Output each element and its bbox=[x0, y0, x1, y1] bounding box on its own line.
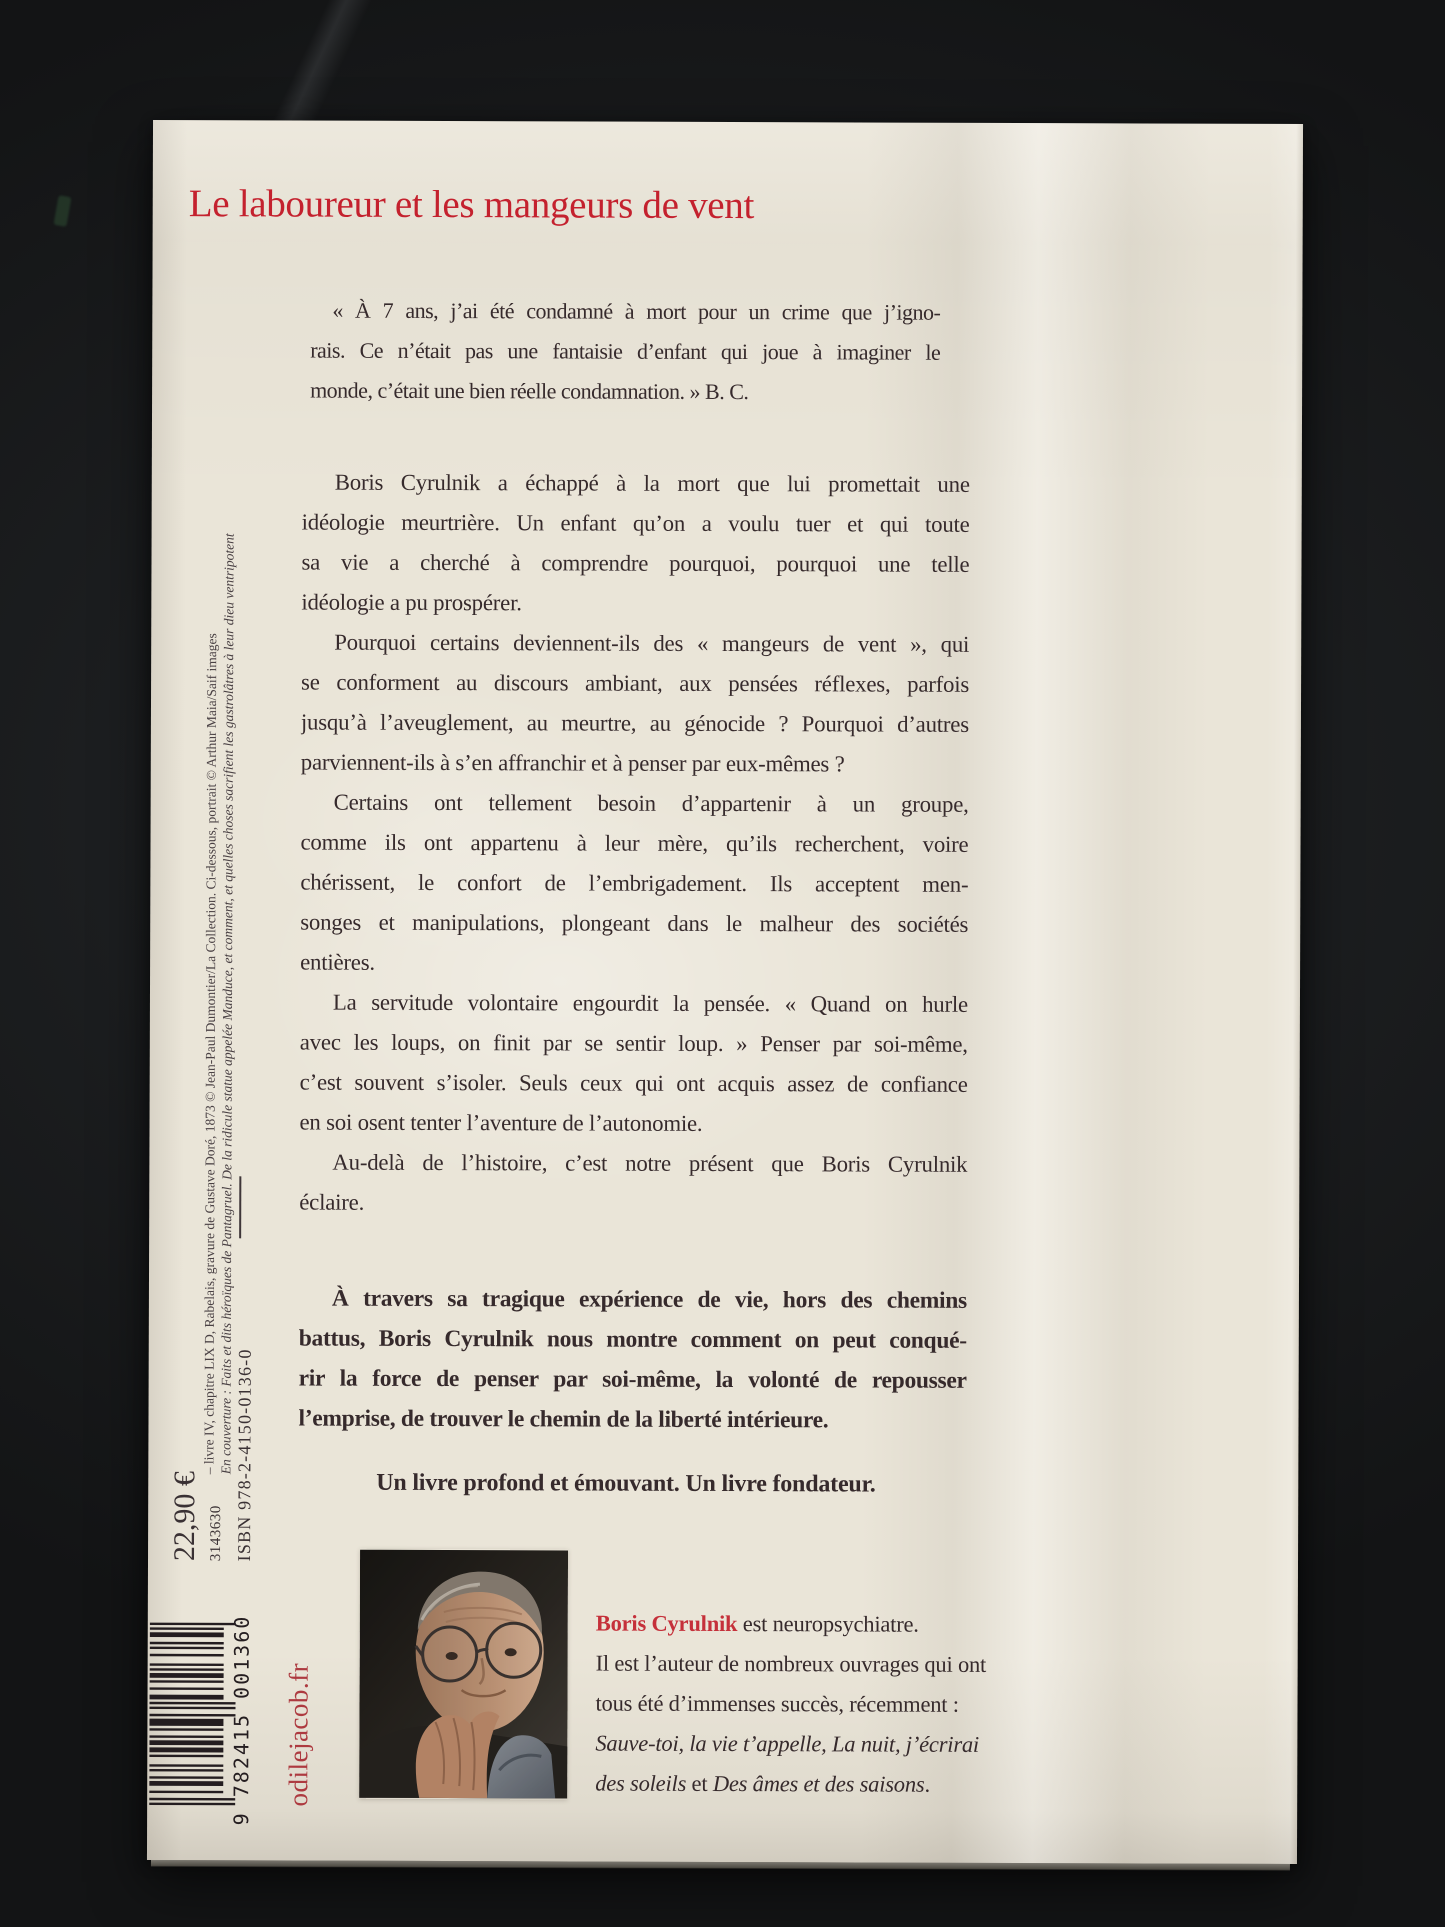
book-back-cover bbox=[147, 120, 1303, 1864]
author-bio bbox=[595, 1604, 1078, 1806]
product-code: 3143630 bbox=[208, 1505, 225, 1562]
text-line: songes et manipulations, plongeant dans le malheur des sociétés bbox=[300, 909, 969, 937]
publisher-website-vertical-text: odilejacob.fr bbox=[283, 1662, 314, 1807]
credit-line: En couverture : Faits et dits héroïques de Pantagruel. De la ridicule statue appelée Manduce, et comment, et quelles choses sacrifient les gastrolâtres à leur dieu ventripotent bbox=[218, 533, 237, 1475]
background-green-mark bbox=[53, 195, 71, 227]
highlight-paragraph bbox=[298, 1279, 967, 1441]
text-line: en soi osent tenter l’aventure de l’autonomie. bbox=[299, 1109, 703, 1136]
price-block-vertical-text bbox=[166, 1348, 260, 1561]
text-line: idéologie meurtrière. Un enfant qu’on a voulu tuer et qui toute bbox=[301, 509, 970, 537]
opening-quote bbox=[310, 291, 940, 413]
text-line: sa vie a cherché à comprendre pourquoi, pourquoi une telle bbox=[301, 549, 970, 577]
text-line: rir la force de penser par soi-même, la volonté de repousser bbox=[298, 1365, 967, 1394]
cover-credits-vertical-text bbox=[200, 533, 237, 1474]
paragraph bbox=[299, 1143, 967, 1225]
text-line: l’emprise, de trouver le chemin de la liberté intérieure. bbox=[298, 1405, 829, 1434]
credits-divider-tick bbox=[239, 1176, 241, 1238]
text-line: idéologie a pu prospérer. bbox=[301, 589, 522, 616]
book-title: Le laboureur et les mangeurs de vent bbox=[188, 182, 755, 228]
text-line: Il est l’auteur de nombreux ouvrages qui ont bbox=[595, 1650, 987, 1677]
background-crease bbox=[170, 0, 470, 130]
text-line: se conforment au discours ambiant, aux pensées réflexes, parfois bbox=[301, 669, 970, 697]
paragraph bbox=[301, 463, 970, 625]
barcode-bars bbox=[149, 1603, 238, 1809]
text-line: entières. bbox=[300, 949, 375, 975]
text-line: tous été d’immenses succès, récemment : bbox=[595, 1690, 959, 1717]
text-line: Boris Cyrulnik a échappé à la mort que lui promettait une bbox=[334, 469, 970, 497]
text-line: des soleils et Des âmes et des saisons. bbox=[595, 1770, 930, 1797]
text-line: Boris Cyrulnik est neuropsychiatre. bbox=[595, 1610, 919, 1637]
body-paragraphs bbox=[299, 463, 970, 1225]
text-line: c’est souvent s’isoler. Seuls ceux qui ont acquis assez de confiance bbox=[299, 1069, 968, 1097]
isbn: ISBN 978-2-4150-0136-0 bbox=[234, 1348, 255, 1562]
barcode-number: 9 782415 001360 bbox=[229, 1614, 254, 1826]
paragraph bbox=[299, 983, 968, 1145]
text-line: comme ils ont appartenu à leur mère, qu’ils recherchent, voire bbox=[300, 829, 969, 857]
text-line: rais. Ce n’était pas une fantaisie d’enfant qui joue à imaginer le bbox=[310, 337, 941, 365]
text-line: Sauve-toi, la vie t’appelle, La nuit, j’écrirai bbox=[595, 1730, 980, 1757]
tagline: Un livre profond et émouvant. Un livre fondateur. bbox=[376, 1469, 876, 1498]
credit-line: – livre IV, chapitre LIX D, Rabelais, gravure de Gustave Doré, 1873 © Jean-Paul Dumontier/La Collection. Ci-dessous, portrait © Arthur Maia/Saif images bbox=[201, 633, 220, 1475]
text-line: éclaire. bbox=[299, 1189, 365, 1215]
text-line: parviennent-ils à s’en affranchir et à penser par eux-mêmes ? bbox=[300, 749, 845, 777]
text-line: battus, Boris Cyrulnik nous montre comment on peut conqué- bbox=[298, 1325, 967, 1354]
text-line: chérissent, le confort de l’embrigadement. Ils acceptent men- bbox=[300, 869, 969, 897]
text-line: Au-delà de l’histoire, c’est notre présent que Boris Cyrulnik bbox=[332, 1149, 968, 1177]
text-line: monde, c’était une bien réelle condamnation. » B. C. bbox=[310, 377, 749, 405]
text-line: La servitude volontaire engourdit la pensée. « Quand on hurle bbox=[332, 989, 969, 1017]
author-photo bbox=[359, 1549, 568, 1800]
text-line: Pourquoi certains deviennent-ils des « mangeurs de vent », qui bbox=[334, 629, 970, 657]
paragraph bbox=[300, 783, 969, 985]
text-line: jusqu’à l’aveuglement, au meurtre, au génocide ? Pourquoi d’autres bbox=[300, 709, 969, 737]
text-line: avec les loups, on finit par se sentir loup. » Penser par soi-même, bbox=[299, 1029, 968, 1057]
text-line: Certains ont tellement besoin d’appartenir à un groupe, bbox=[333, 789, 969, 817]
barcode bbox=[149, 1585, 260, 1825]
text-line: « À 7 ans, j’ai été condamné à mort pour un crime que j’igno- bbox=[332, 297, 941, 325]
price: 22,90 € bbox=[168, 1471, 202, 1562]
back-cover-text-column bbox=[298, 291, 970, 1505]
paragraph bbox=[301, 623, 970, 785]
text-line: À travers sa tragique expérience de vie, hors des chemins bbox=[331, 1285, 967, 1314]
